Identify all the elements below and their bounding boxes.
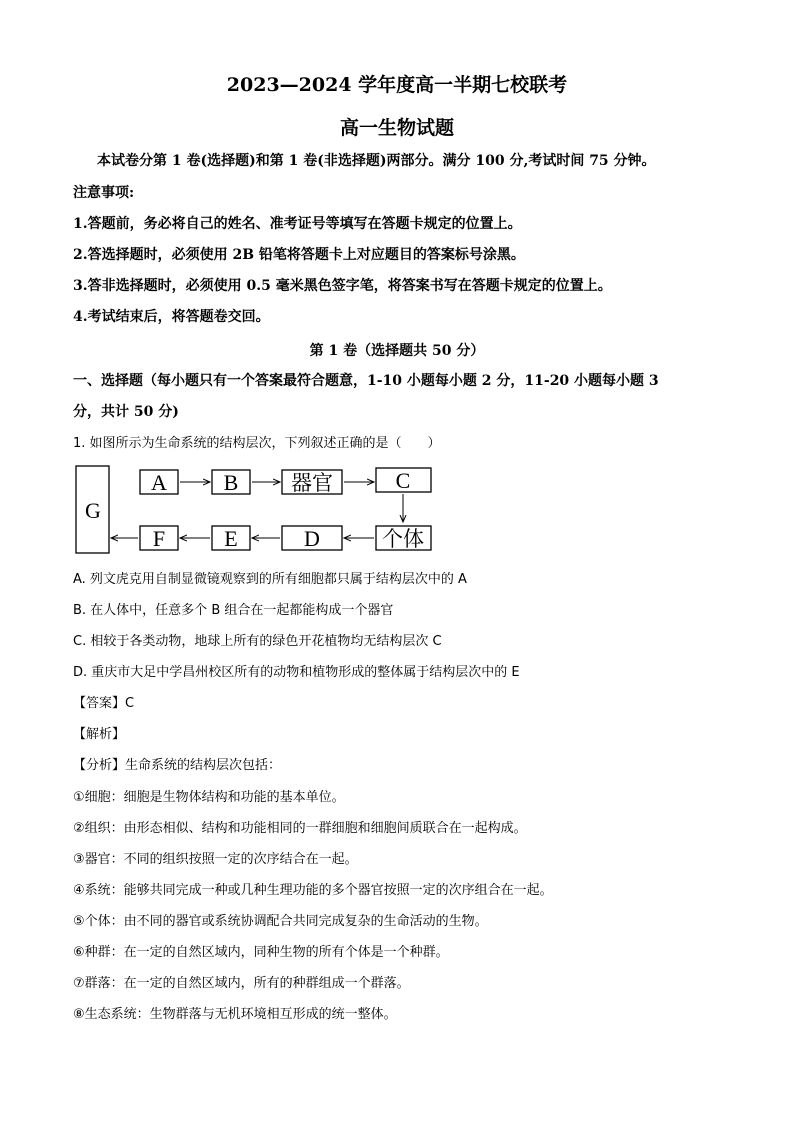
note-item: 3.答非选择题时，必须使用 0.5 毫米黑色签字笔，将答案书写在答题卡规定的位置上。 [73,278,612,294]
analysis-intro [73,754,281,773]
question-stem: 1. 如图所示为生命系统的结构层次，下列叙述正确的是（ ） [73,436,441,451]
level-item: ⑦群落：在一定的自然区域内，所有的种群组成一个群落。 [73,976,410,991]
level-item: ④系统：能够共同完成一种或几种生理功能的多个器官按照一定的次序组合在一起。 [73,883,553,898]
exam-subtitle: 高一生物试题 [339,117,454,139]
level-item: ②组织：由形态相似、结构和功能相同的一群细胞和细胞间质联合在一起构成。 [73,821,527,836]
exam-title: 2023—2024 学年度高一半期七校联考 [226,74,568,96]
level-item: ⑥种群：在一定的自然区域内，同种生物的所有个体是一个种群。 [73,945,449,960]
note-item: 2.答选择题时，必须使用 2B 铅笔将答题卡上对应题目的答案标号涂黑。 [73,247,525,263]
level-item: ③器官：不同的组织按照一定的次序结合在一起。 [73,852,358,867]
notes-heading: 注意事项: [73,185,135,201]
intro-text: 本试卷分第 1 卷(选择题)和第 1 卷(非选择题)两部分。满分 100 分,考试时间 75 分钟。 [97,153,656,169]
note-item: 1.答题前，务必将自己的姓名、准考证号等填写在答题卡规定的位置上。 [73,216,522,232]
section-heading-cont: 分，共计 50 分) [73,404,179,420]
analysis-label: 【解析】 [73,727,126,742]
label-B: B [223,470,239,495]
label-F: F [152,526,166,551]
answer-value: C [125,696,135,711]
label-E: E [224,526,238,551]
structure-hierarchy-diagram [73,462,443,558]
note-item: 4.考试结束后，将答题卷交回。 [73,309,270,325]
level-item: ①细胞：细胞是生物体结构和功能的基本单位。 [73,790,345,805]
label-G: G [85,498,101,523]
label-C: C [395,468,411,493]
level-item: ⑧生态系统：生物群落与无机环境相互形成的统一整体。 [73,1007,397,1022]
label-individual: 个体 [382,527,424,551]
section-heading: 一、选择题（每小题只有一个答案最符合题意，1-10 小题每小题 2 分，11-20 小题每小题 3 [73,373,659,389]
analysis-intro-label: 【分析】 [73,758,126,773]
volume-heading: 第 1 卷（选择题共 50 分） [309,343,485,359]
option-d: D. 重庆市大足中学昌州校区所有的动物和植物形成的整体属于结构层次中的 E [73,665,520,680]
option-c: C. 相较于各类动物，地球上所有的绿色开花植物均无结构层次 C [73,634,442,649]
analysis-intro-text: 生命系统的结构层次包括： [125,758,282,773]
label-organ: 器官 [291,471,333,495]
answer-label: 【答案】 [73,696,126,711]
label-D: D [304,526,320,551]
level-item: ⑤个体：由不同的器官或系统协调配合共同完成复杂的生命活动的生物。 [73,914,488,929]
option-a: A. 列文虎克用自制显微镜观察到的所有细胞都只属于结构层次中的 A [73,572,467,587]
option-b: B. 在人体中，任意多个 B 组合在一起都能构成一个器官 [73,603,394,618]
answer-line [73,692,134,711]
label-A: A [151,470,167,495]
